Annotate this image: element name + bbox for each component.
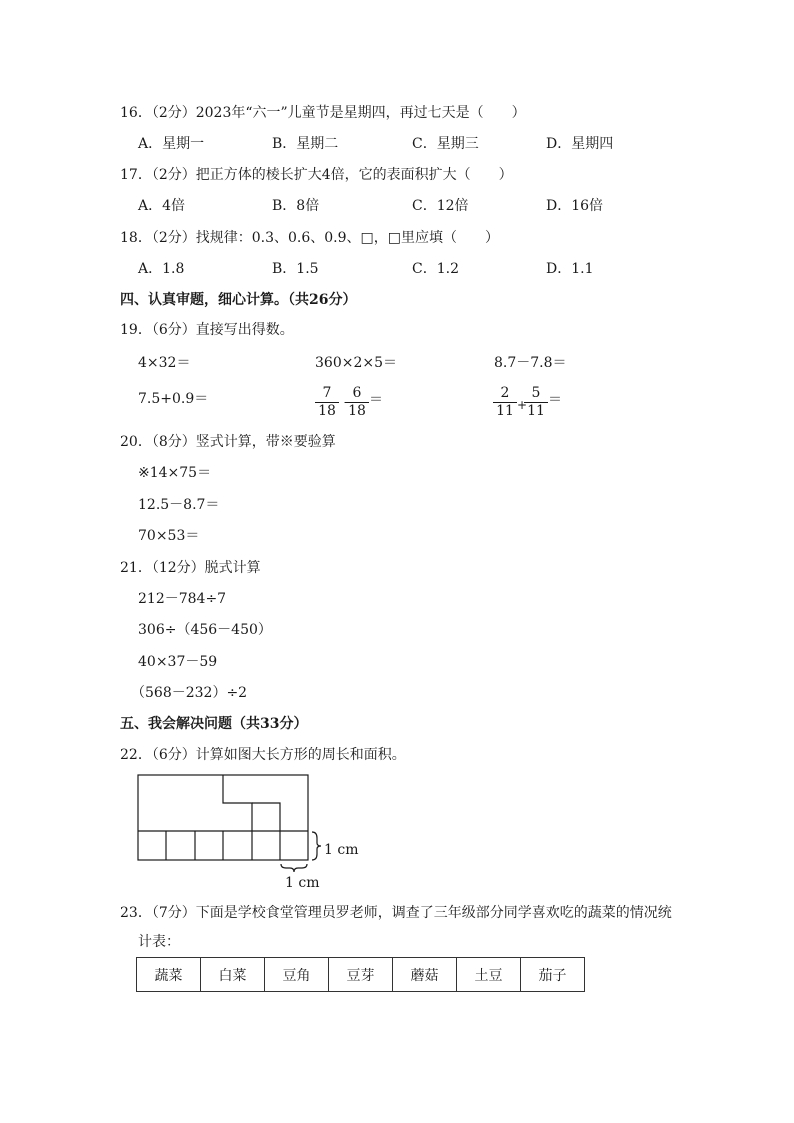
denominator: 11 (527, 403, 545, 419)
numerator: 6 (352, 385, 362, 401)
q19-fraction-a1 (315, 386, 339, 419)
q19-fraction-op-2: + (517, 398, 528, 412)
q16-option-b: B．星期二 (272, 136, 339, 152)
q19-fraction-b1 (345, 386, 369, 419)
q17-option-c: C．12倍 (412, 198, 469, 214)
q16-option-d: D．星期四 (546, 136, 614, 152)
q18-option-c: C．1.2 (412, 261, 459, 277)
q16-option-c: C．星期三 (412, 136, 479, 152)
table-cell: 茄子 (521, 958, 585, 992)
q21-item-3: 40×37－59 (138, 654, 218, 670)
q21-stem: 21．（12分）脱式计算 (120, 560, 261, 576)
section4-heading: 四、认真审题，细心计算。（共26分） (120, 292, 357, 308)
right-brace (312, 832, 321, 860)
q19-item-1: 4×32＝ (138, 355, 191, 371)
table-cell: 蘑菇 (393, 958, 457, 992)
q21-item-4: （568－232）÷2 (131, 685, 248, 701)
q21-item-1: 212－784÷7 (138, 591, 227, 607)
table-cell: 土豆 (457, 958, 521, 992)
step-line (252, 803, 280, 831)
q23-stem: 23．（7分）下面是学校食堂管理员罗老师，调查了三年级部分同学喜欢吃的蔬菜的情况统 (120, 905, 672, 921)
q19-fraction-b2 (524, 386, 548, 419)
q19-item-3: 8.7－7.8＝ (494, 355, 567, 371)
rectangle-diagram (130, 770, 370, 895)
q22-label-bottom: 1 cm (285, 875, 320, 891)
q19-item-4: 7.5+0.9＝ (138, 391, 209, 407)
numerator: 5 (531, 385, 541, 401)
q18-option-b: B．1.5 (272, 261, 319, 277)
vegetable-table (136, 957, 585, 992)
q17-option-b: B．8倍 (272, 198, 320, 214)
denominator: 18 (318, 403, 336, 419)
q23-stem-cont: 计表： (138, 934, 180, 950)
bottom-brace (281, 864, 307, 872)
q18-option-a: A．1.8 (138, 261, 185, 277)
denominator: 11 (496, 403, 514, 419)
q20-item-3: 70×53＝ (138, 528, 200, 544)
table-cell: 豆角 (265, 958, 329, 992)
q16-stem: 16．（2分）2023年“六一”儿童节是星期四，再过七天是（ ） (120, 105, 526, 121)
table-cell: 蔬菜 (137, 958, 201, 992)
q22-stem: 22．（6分）计算如图大长方形的周长和面积。 (120, 747, 406, 763)
q18-option-d: D．1.1 (546, 261, 594, 277)
table-cell: 豆芽 (329, 958, 393, 992)
q17-option-a: A．4倍 (138, 198, 186, 214)
q22-label-right: 1 cm (324, 842, 359, 858)
q19-item-2: 360×2×5＝ (315, 355, 397, 371)
q18-stem: 18．（2分）找规律：0.3、0.6、0.9、□，□里应填（ ） (120, 230, 499, 246)
q19-fraction-op-1: ﹣ (340, 394, 354, 410)
q17-stem: 17．（2分）把正方体的棱长扩大4倍，它的表面积扩大（ ） (120, 167, 513, 183)
table-row (137, 958, 585, 992)
q16-option-a: A．星期一 (138, 136, 205, 152)
q21-item-2: 306÷（456－450） (138, 622, 272, 638)
q19-stem: 19．（6分）直接写出得数。 (120, 322, 294, 338)
q20-item-1: ※14×75＝ (138, 465, 212, 481)
q20-item-2: 12.5－8.7＝ (138, 497, 220, 513)
numerator: 7 (322, 385, 332, 401)
q19-fraction-eq-2: ＝ (548, 392, 562, 408)
denominator: 18 (348, 403, 366, 419)
step-line (223, 775, 252, 831)
table-cell: 白菜 (201, 958, 265, 992)
q17-option-d: D．16倍 (546, 198, 604, 214)
section5-heading: 五、我会解决问题（共33分） (120, 716, 308, 732)
q20-stem: 20．（8分）竖式计算，带※要验算 (120, 434, 336, 450)
q19-fraction-eq-1: ＝ (369, 392, 383, 408)
q19-fraction-a2 (493, 386, 517, 419)
numerator: 2 (500, 385, 510, 401)
